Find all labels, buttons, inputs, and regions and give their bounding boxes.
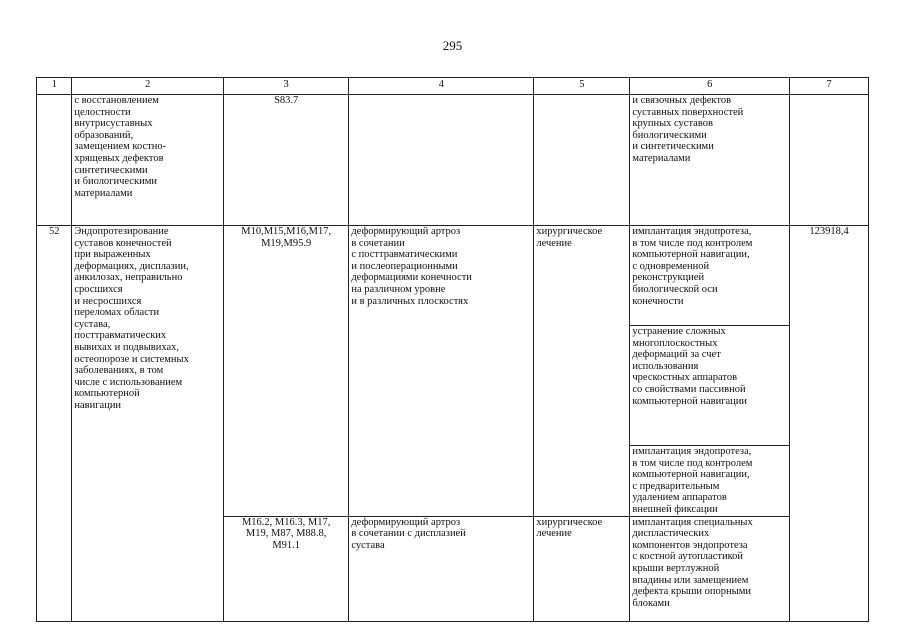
cont-cell-6: и связочных дефектов суставных поверхностей крупных суставов биологическими и синтетическими материалами: [630, 95, 790, 226]
method-cell-b: устранение сложных многоплоскостных деформаций за счет использования чрескостных аппаратов со свойствами пассивной компьютерной навигации: [630, 326, 790, 446]
header-col-1: 1: [37, 78, 72, 95]
row52b-cell-2: [72, 516, 224, 621]
cont-cell-3: S83.7: [224, 95, 349, 226]
page-number: 295: [442, 38, 463, 53]
table-row: [37, 95, 869, 226]
header-col-6: 6: [630, 78, 790, 95]
method-cell-d: имплантация специальных диспластических компонентов эндопротеза с костной аутопластикой крыши вертлужной впадины или замещением дефекта крыши опорными блоками: [630, 516, 790, 621]
table-row: [37, 226, 869, 326]
diagnosis-cell: деформирующий артроз в сочетании с посттравматическими и послеоперационными деформациями конечности на различном уровне и в различных плоскостях: [349, 226, 534, 517]
row-number: 52: [37, 226, 72, 517]
cont-cell-1: [37, 95, 72, 226]
method-cell-a: имплантация эндопротеза, в том числе под контролем компьютерной навигации, с одновременной реконструкцией биологической оси конечности: [630, 226, 790, 326]
table-row: [37, 516, 869, 621]
cont-cell-7: [790, 95, 869, 226]
cont-cell-4: [349, 95, 534, 226]
method-name-cell: Эндопротезирование суставов конечностей при выраженных деформациях, дисплазии, анкилозах, неправильно сросшихся и несросшихся переломах области сустава, посттравматических вывихах и подвывихах, остеопорозе и системных заболеваниях, в том числе с использованием компьютерной навигации: [72, 226, 224, 517]
header-col-2: 2: [72, 78, 224, 95]
row52b-cell-1: [37, 516, 72, 621]
cost-cell: 123918,4: [790, 226, 869, 517]
diagnosis-cell-2: деформирующий артроз в сочетании с дисплазией сустава: [349, 516, 534, 621]
treatment-type-cell: хирургическое лечение: [534, 226, 630, 517]
header-col-4: 4: [349, 78, 534, 95]
header-col-7: 7: [790, 78, 869, 95]
table-header-row: [37, 78, 869, 95]
header-col-5: 5: [534, 78, 630, 95]
row52b-cell-7: [790, 516, 869, 621]
medical-care-table: [36, 77, 869, 622]
icd-codes-cell-2: M16.2, M16.3, M17, M19, M87, M88.8, M91.1: [224, 516, 349, 621]
cont-cell-2: с восстановлением целостности внутрисуставных образований, замещением костно- хрящевых дефектов синтетическими и биологическими материалами: [72, 95, 224, 226]
cont-cell-5: [534, 95, 630, 226]
header-col-3: 3: [224, 78, 349, 95]
method-cell-c: имплантация эндопротеза, в том числе под контролем компьютерной навигации, с предварительным удалением аппаратов внешней фиксации: [630, 446, 790, 517]
treatment-type-cell-2: хирургическое лечение: [534, 516, 630, 621]
icd-codes-cell: M10,M15,M16,M17, M19,M95.9: [224, 226, 349, 517]
